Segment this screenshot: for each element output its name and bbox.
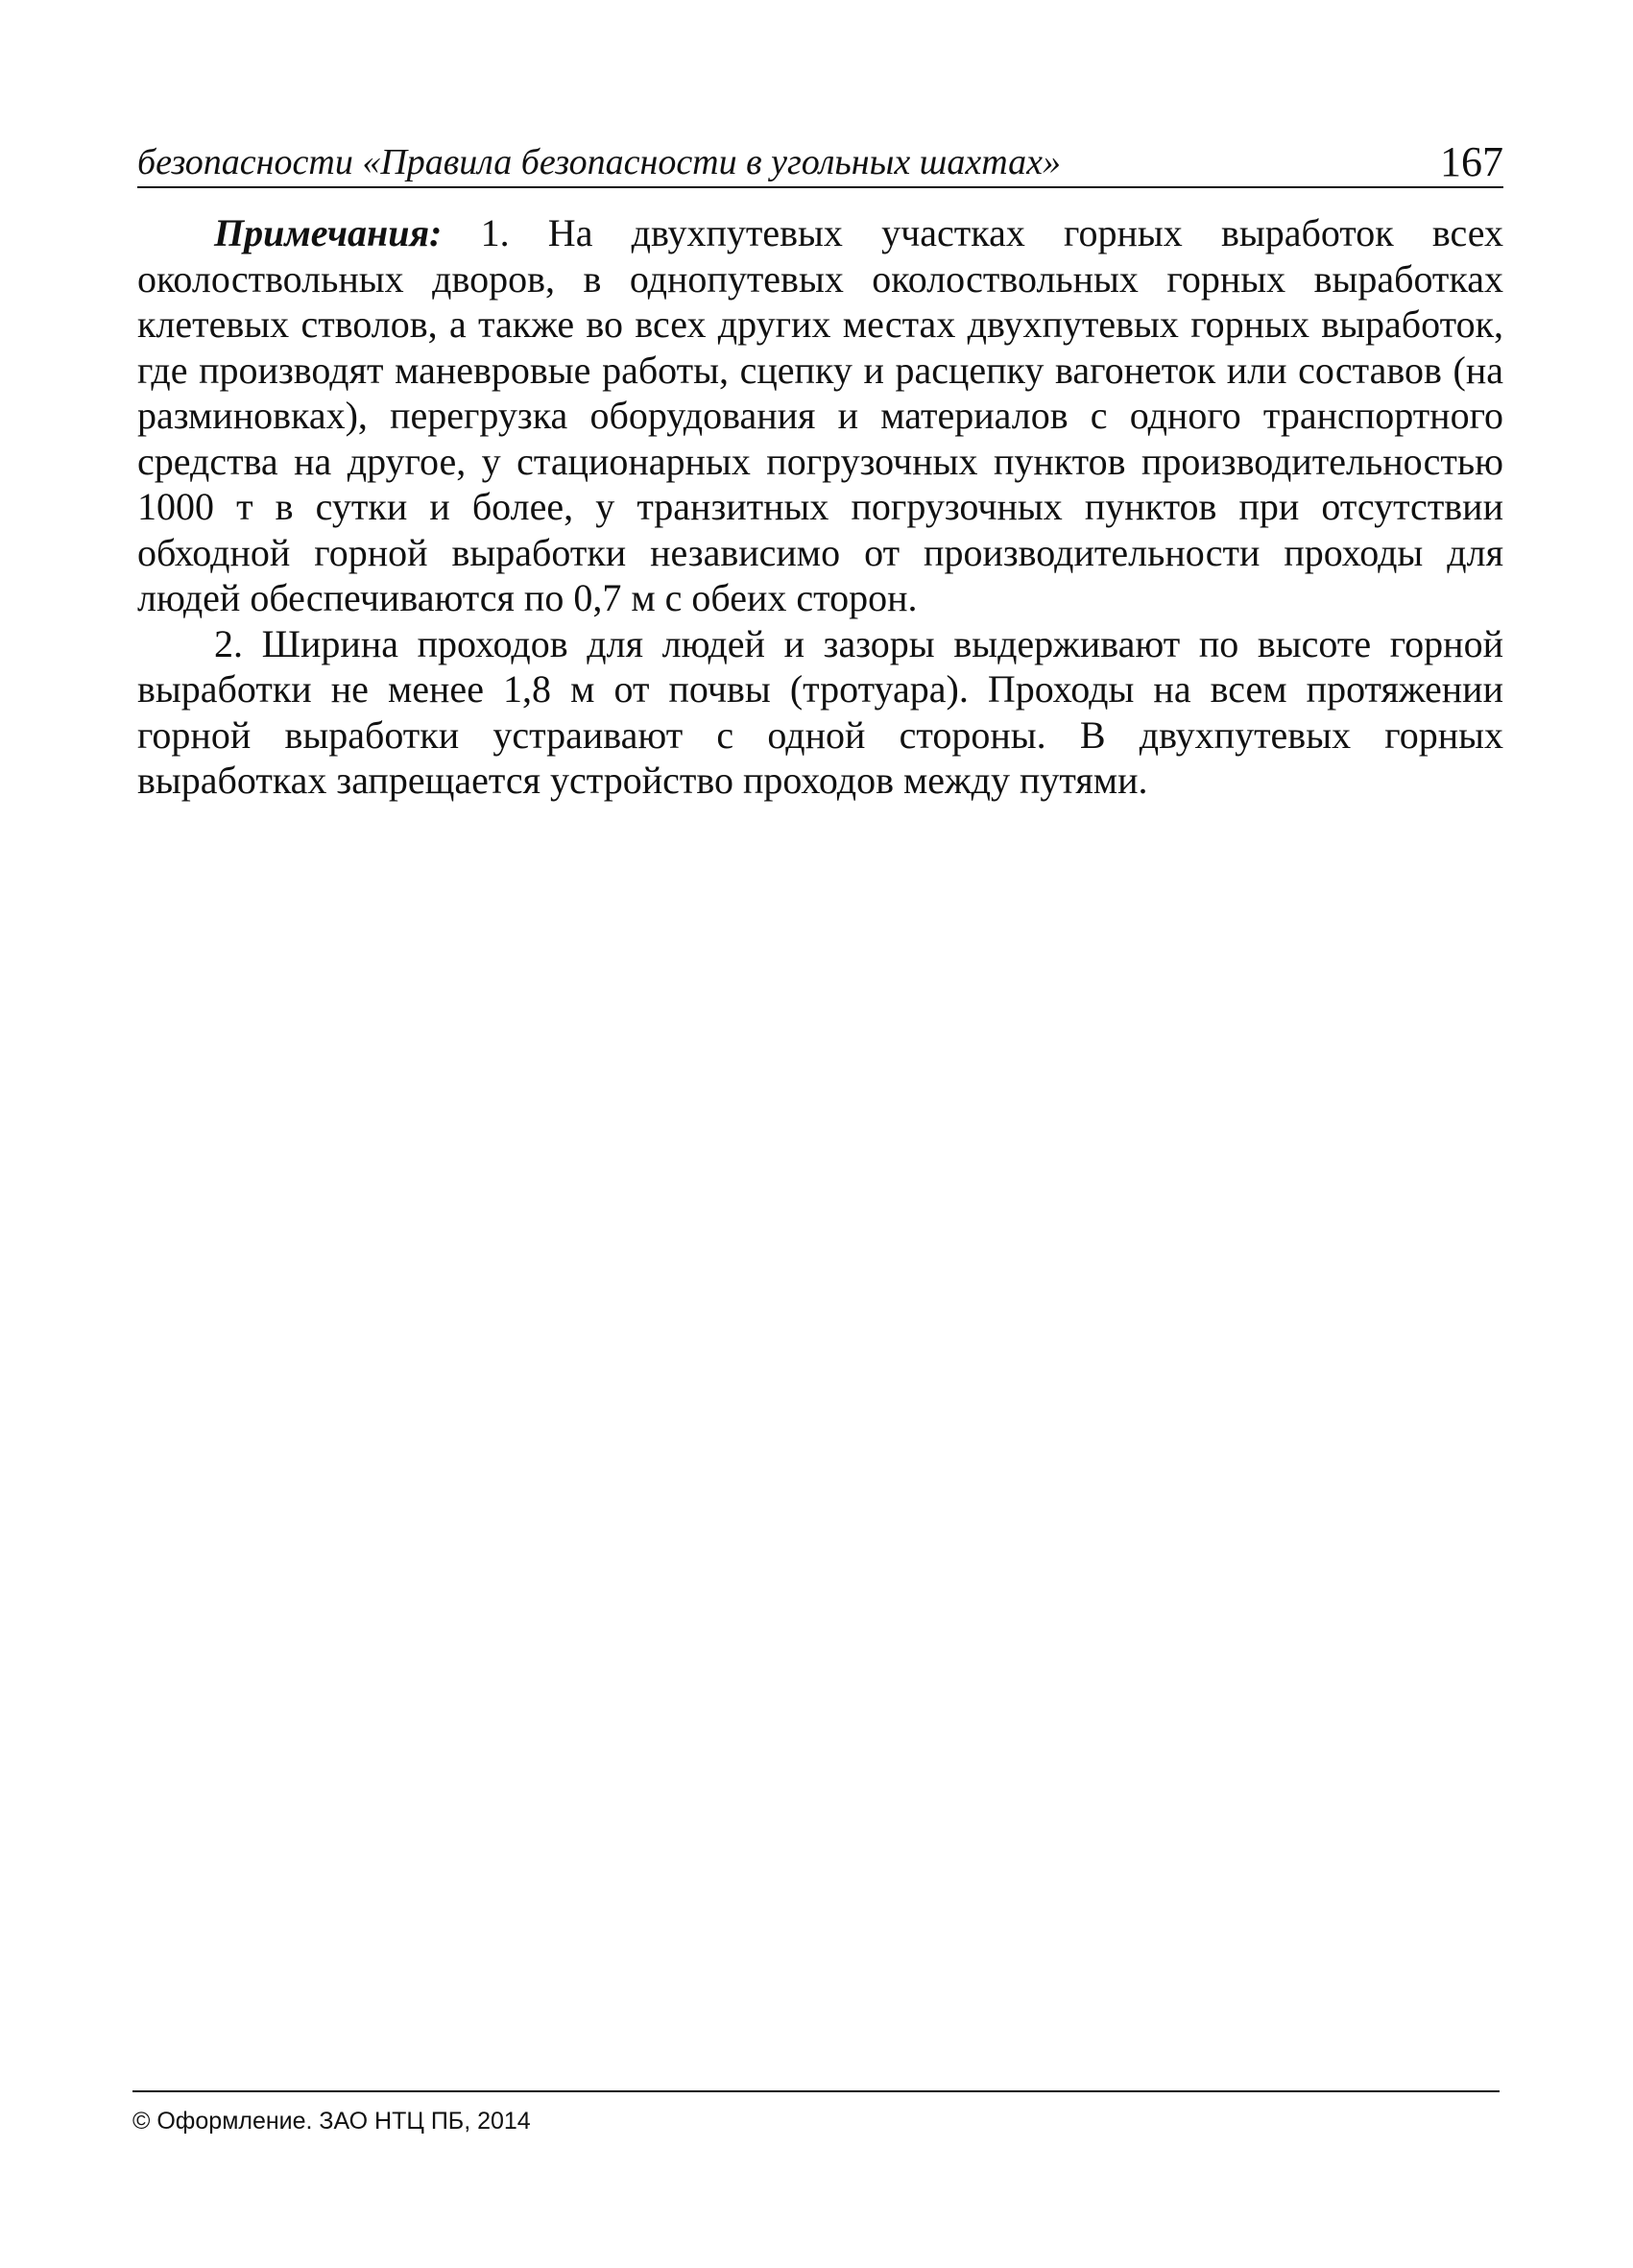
running-head (137, 127, 1503, 188)
running-title: безопасности «Правила безопасности в угольных шахтах» (137, 142, 1062, 182)
footer (132, 2090, 1500, 2134)
notes-section (137, 210, 1503, 804)
note-1-text: 1. На двухпутевых участках горных выработок всех околоствольных дворов, в однопутевых околоствольных горных выработках клетевых стволов, а также во всех других местах двухпутевых горных выработок, где производят маневровые работы, сцепку и расцепку вагонеток или составов (на разминовках), перегрузка оборудования и материалов с одного транспортного средства на другое, у стационарных погрузочных пунктов производительностью 1000 т в сутки и более, у транзитных погрузочных пунктов при отсутствии обходной горной выработки независимо от производительности проходы для людей обеспечиваются по 0,7 м с обеих сторон. (137, 211, 1504, 619)
note-2-text: 2. Ширина проходов для людей и зазоры выдерживают по высоте горной выработки не менее 1,8 м от почвы (тротуара). Проходы на всем протяжении горной выработки устраивают с одной стороны. В двухпутевых горных выработках запрещается устройство проходов между путями. (137, 621, 1503, 802)
note-1 (137, 210, 1503, 621)
page-number: 167 (1440, 138, 1503, 185)
footer-copyright: © Оформление. ЗАО НТЦ ПБ, 2014 (132, 2108, 531, 2135)
note-2 (137, 621, 1503, 804)
notes-label: Примечания: (214, 211, 443, 254)
